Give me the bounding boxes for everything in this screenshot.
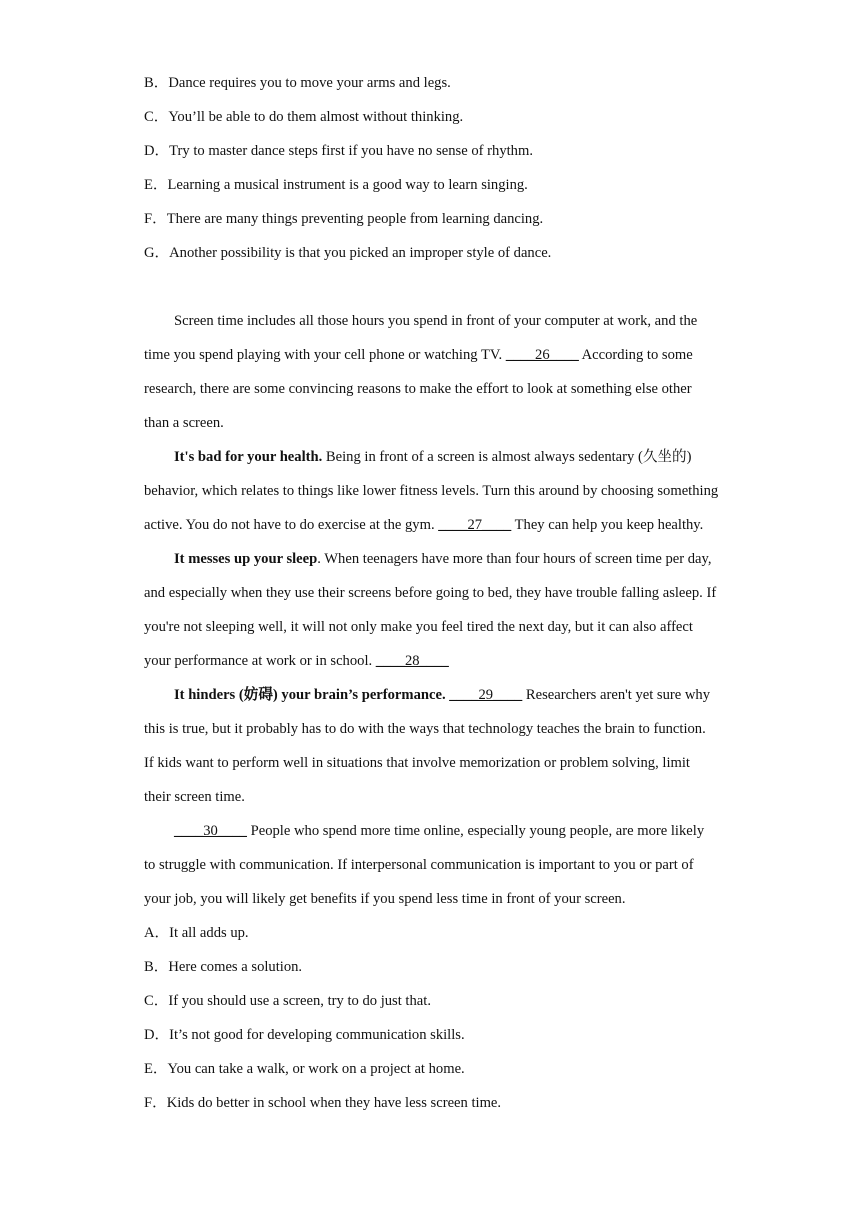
paragraph-text: They can help you keep healthy. bbox=[511, 517, 704, 533]
blank-30: ____30____ bbox=[174, 823, 247, 839]
paragraph-text: Researchers aren't yet sure why this is true, but it probably has to do with the ways that technology teaches the brain to function. If kids want to perform well in situations that involve memorization or problem solving, limit their screen time. bbox=[144, 687, 711, 805]
answer-option-c: C．If you should use a screen, try to do just that. bbox=[144, 993, 431, 1009]
paragraph-text: . When teenagers have more than four hours of screen time per day, and especially when they use their screens before going to bed, they have trouble falling asleep. If you're not sleeping well, it will not only make you feel tired the next day, but it can also affect your performance at work or in school. bbox=[144, 551, 717, 669]
paragraph-text: Being in front of a screen is almost always sedentary (久坐的) behavior, which relates to things like lower fitness levels. Turn this around by choosing something active. You do not have to do exercise at the gym. bbox=[144, 449, 719, 533]
passage-paragraph-4 bbox=[144, 678, 719, 814]
answer-option-b: B．Here comes a solution. bbox=[144, 959, 303, 975]
option-g: G．Another possibility is that you picked an improper style of dance. bbox=[144, 245, 552, 261]
passage-paragraph-3 bbox=[144, 542, 719, 678]
paragraph-heading: It's bad for your health. bbox=[174, 449, 323, 465]
passage-paragraph-1 bbox=[144, 304, 719, 440]
section-gap bbox=[144, 270, 719, 304]
option-b: B．Dance requires you to move your arms and legs. bbox=[144, 75, 451, 91]
answer-option-e: E．You can take a walk, or work on a project at home. bbox=[144, 1061, 465, 1077]
paragraph-text: According to some research, there are some convincing reasons to make the effort to look at something else other than a screen. bbox=[144, 347, 693, 431]
blank-29: ____29____ bbox=[449, 687, 523, 703]
blank-26: ____26____ bbox=[505, 347, 579, 363]
blank-27: ____27____ bbox=[438, 517, 512, 533]
option-d: D．Try to master dance steps first if you have no sense of rhythm. bbox=[144, 143, 533, 159]
paragraph-text: Screen time includes all those hours you spend in front of your computer at work, and the time you spend playing with your cell phone or watching TV. bbox=[144, 313, 698, 363]
option-f: F．There are many things preventing people from learning dancing. bbox=[144, 211, 544, 227]
option-c: C．You’ll be able to do them almost without thinking. bbox=[144, 109, 464, 125]
document-content bbox=[144, 66, 719, 1120]
paragraph-text: People who spend more time online, especially young people, are more likely to struggle with communication. If interpersonal communication is important to you or part of your job, you will likely get benefits if you spend less time in front of your screen. bbox=[144, 823, 705, 907]
option-e: E．Learning a musical instrument is a good way to learn singing. bbox=[144, 177, 528, 193]
passage-paragraph-2 bbox=[144, 440, 719, 542]
answer-option-a: A．It all adds up. bbox=[144, 925, 249, 941]
paragraph-heading: It hinders (妨碍) your brain’s performance. bbox=[174, 687, 446, 703]
blank-28: ____28____ bbox=[375, 653, 449, 669]
paragraph-heading: It messes up your sleep bbox=[174, 551, 318, 567]
answer-option-d: D．It’s not good for developing communication skills. bbox=[144, 1027, 465, 1043]
answer-option-f: F．Kids do better in school when they have less screen time. bbox=[144, 1095, 502, 1111]
passage-paragraph-5 bbox=[144, 814, 719, 916]
